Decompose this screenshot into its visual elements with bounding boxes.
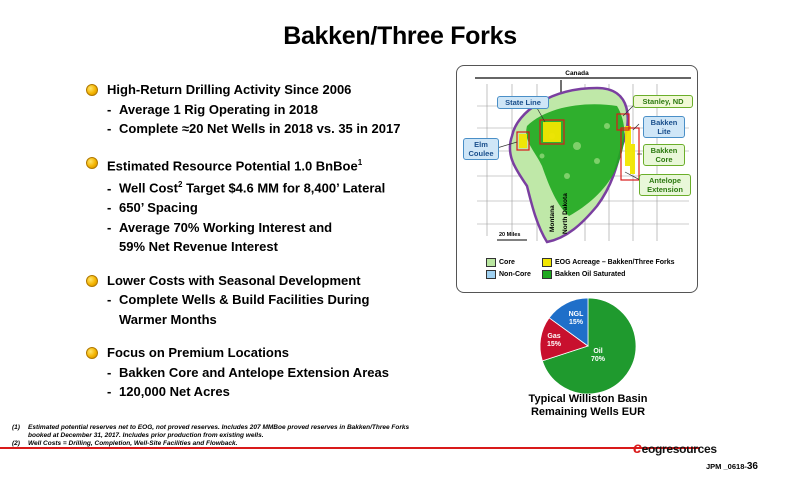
bullet-drilling: High-Return Drilling Activity Since 2006 - Average 1 Rig Operating in 2018 - Complete ≈20 Net Wells in 2018 vs. 35 in 2017: [86, 80, 436, 139]
bullet-sub: Average 70% Working Interest and: [119, 219, 333, 235]
page-reference: [706, 461, 758, 472]
scale-label: 20 Miles: [499, 232, 521, 238]
callout-line: Elm: [474, 140, 488, 149]
footnote-text: booked at December 31, 2017. Includes prior production from existing wells.: [28, 432, 264, 440]
label-north-dakota: North Dakota: [562, 193, 569, 234]
page-code: JPM _0618-: [706, 462, 747, 471]
callout-line: Bakken: [650, 146, 678, 155]
callout-stanley: Stanley, ND: [633, 95, 693, 108]
callout-line: Coulee: [468, 149, 494, 158]
eog-logo-mark: e: [633, 440, 642, 457]
legend-swatch: [542, 270, 552, 279]
bullet-sub-tail: Target $4.6 MM for 8,400’ Lateral: [182, 180, 386, 196]
bullet-head: Focus on Premium Locations: [107, 345, 290, 361]
footnote-ref: 1: [357, 157, 363, 167]
bullet-sub: Bakken Core and Antelope Extension Areas: [119, 364, 389, 380]
bullet-focus: Focus on Premium Locations - Bakken Core and Antelope Extension Areas - 120,000 Net Acres: [86, 343, 436, 402]
legend-label: Core: [499, 259, 515, 266]
callout-elm-coulee: [463, 138, 499, 160]
legend-label: Non-Core: [499, 271, 531, 278]
callout-state-line: State Line: [497, 96, 549, 109]
bullet-sub-continued: 59% Net Revenue Interest: [119, 239, 278, 255]
bullet-head: Estimated Resource Potential 1.0 BnBoe: [107, 157, 358, 173]
footnote-number: (1): [12, 424, 20, 431]
bullet-sub-continued: Warmer Months: [119, 311, 217, 327]
callout-antelope: [639, 174, 691, 196]
legend-noncore: [486, 270, 531, 279]
footnote-text: Estimated potential reserves net to EOG, not proved reserves. Includes 207 MMBoe proved reserves in Bakken/Three Forks: [28, 424, 410, 431]
eur-pie-chart: [538, 296, 638, 396]
pie-value-oil: 70%: [590, 356, 606, 363]
pie-label-gas: Gas: [547, 333, 561, 340]
eog-logo-text: eogresources: [641, 442, 717, 456]
pie-value-ngl: 15%: [568, 319, 584, 326]
footnote-ref: 2: [178, 180, 183, 190]
slide-title: Bakken/Three Forks: [283, 22, 517, 50]
legend-swatch: [486, 270, 496, 279]
eog-logo: [633, 440, 717, 458]
footer-divider: [0, 447, 700, 449]
pie-caption-line: Remaining Wells EUR: [530, 406, 646, 418]
callout-line: Lite: [657, 127, 671, 136]
map-legend: [480, 255, 690, 281]
footnote-1: [12, 424, 532, 440]
bullet-sub: Complete ≈20 Net Wells in 2018 vs. 35 in 2017: [119, 121, 401, 136]
bullet-head: Lower Costs with Seasonal Development: [107, 272, 361, 288]
label-montana: Montana: [549, 205, 556, 232]
bullet-dot-icon: [86, 347, 98, 359]
bullet-sub: 650’ Spacing: [119, 200, 198, 216]
bullet-dot-icon: [86, 275, 98, 287]
pie-value-gas: 15%: [546, 341, 562, 348]
footnotes: [12, 424, 532, 449]
callout-line: Core: [655, 155, 673, 164]
legend-label: Bakken Oil Saturated: [555, 271, 626, 278]
callout-bakken-core: [643, 144, 685, 166]
bullet-dot-icon: [86, 157, 98, 169]
label-canada: Canada: [565, 70, 589, 77]
bullet-head: High-Return Drilling Activity Since 2006: [107, 82, 352, 97]
bullet-sub: Well Cost: [119, 180, 178, 196]
bullet-list: [86, 80, 436, 402]
pie-caption: [500, 393, 676, 419]
legend-swatch: [542, 258, 552, 267]
pie-label-oil: Oil: [593, 348, 603, 355]
footnote-number: (2): [12, 440, 20, 448]
legend-swatch: [486, 258, 496, 267]
bullet-sub: Complete Wells & Build Facilities During: [119, 292, 370, 308]
legend-core: [486, 258, 515, 267]
callout-line: Antelope: [648, 176, 682, 185]
bullet-dot-icon: [86, 84, 98, 96]
bullet-costs: Lower Costs with Seasonal Development - Complete Wells & Build Facilities During Warmer Months: [86, 271, 436, 330]
pie-caption-line: Typical Williston Basin: [528, 393, 648, 405]
bullet-resource: Estimated Resource Potential 1.0 BnBoe$^1$ - Well Cost$^2$ Target $4.6 MM for 8,400’ Lateral - 650’ Spacing - Average 70% Working Interest and 59% Net Revenue Interest: [86, 153, 436, 257]
callout-bakken-lite: [643, 116, 685, 138]
legend-label: EOG Acreage – Bakken/Three Forks: [555, 259, 675, 266]
page-number: 36: [746, 461, 758, 472]
pie-label-ngl: NGL: [568, 311, 584, 318]
callout-line: Extension: [647, 185, 683, 194]
bullet-sub: Average 1 Rig Operating in 2018: [119, 101, 318, 117]
legend-saturated: [542, 270, 625, 279]
bullet-sub: 120,000 Net Acres: [119, 384, 230, 400]
callout-line: Bakken: [650, 118, 678, 127]
footnote-text: Well Costs = Drilling, Completion, Well-Site Facilities and Flowback.: [28, 440, 238, 448]
legend-acreage: [542, 258, 675, 267]
